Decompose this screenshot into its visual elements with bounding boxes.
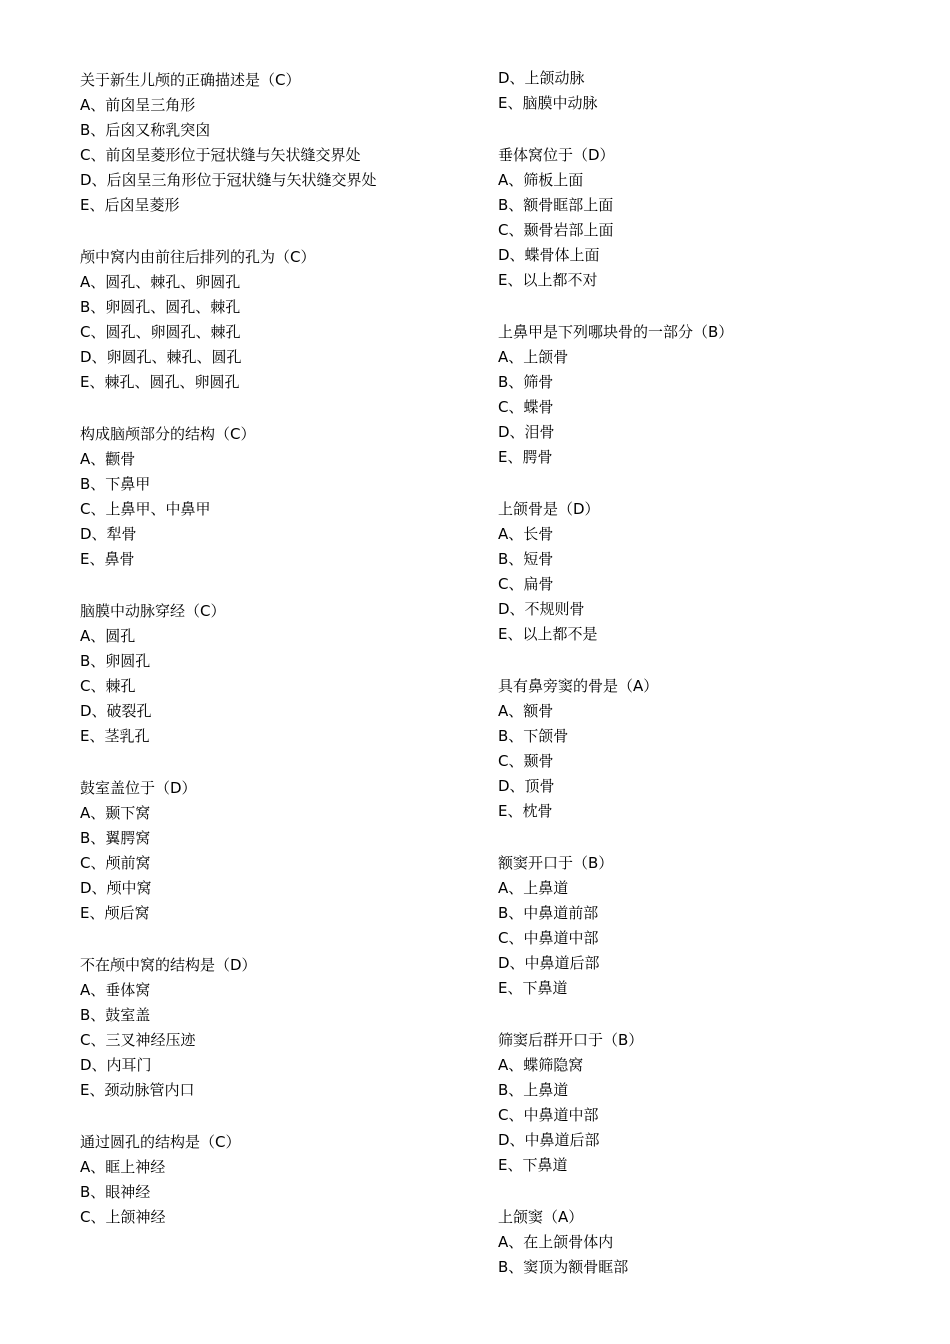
question-spacer: [80, 1103, 480, 1130]
answer-option: C、上颌神经: [80, 1208, 166, 1226]
question-block: [498, 851, 898, 1001]
question-block: [80, 599, 480, 749]
left-column: [80, 68, 480, 1230]
question-stem: 不在颅中窝的结构是（D）: [80, 956, 257, 974]
question-spacer: [498, 1178, 898, 1205]
answer-option: A、长骨: [498, 525, 554, 543]
answer-option: C、三叉神经压迹: [80, 1031, 196, 1049]
question-spacer: [80, 749, 480, 776]
answer-option: C、扁骨: [498, 575, 554, 593]
answer-option: D、蝶骨体上面: [498, 246, 600, 264]
question-stem: 构成脑颅部分的结构（C）: [80, 425, 256, 443]
question-stem: 具有鼻旁窦的骨是（A）: [498, 677, 659, 695]
answer-option: C、蝶骨: [498, 398, 554, 416]
question-spacer: [498, 293, 898, 320]
answer-option: C、棘孔: [80, 677, 136, 695]
question-spacer: [498, 824, 898, 851]
question-block: [498, 674, 898, 824]
answer-option: A、上颌骨: [498, 348, 569, 366]
answer-option: C、颅前窝: [80, 854, 151, 872]
answer-option: B、窦顶为额骨眶部: [498, 1258, 629, 1276]
answer-option: A、圆孔: [80, 627, 136, 645]
question-stem: 上颌骨是（D）: [498, 500, 600, 518]
question-block: [80, 68, 480, 218]
answer-option: E、以上都不对: [498, 271, 598, 289]
answer-option: E、下鼻道: [498, 1156, 568, 1174]
question-block: [498, 1205, 898, 1280]
question-spacer: [80, 572, 480, 599]
answer-option: A、圆孔、棘孔、卵圆孔: [80, 273, 241, 291]
answer-option: E、以上都不是: [498, 625, 598, 643]
question-stem: 鼓室盖位于（D）: [80, 779, 197, 797]
answer-option: B、翼腭窝: [80, 829, 151, 847]
right-column: [498, 66, 898, 1280]
answer-option: A、上鼻道: [498, 879, 569, 897]
answer-option: A、眶上神经: [80, 1158, 166, 1176]
answer-option: A、颧骨: [80, 450, 136, 468]
answer-option: A、额骨: [498, 702, 554, 720]
question-stem: 筛窦后群开口于（B）: [498, 1031, 644, 1049]
question-spacer: [498, 647, 898, 674]
question-spacer: [80, 395, 480, 422]
answer-option: B、卵圆孔、圆孔、棘孔: [80, 298, 241, 316]
answer-option: C、圆孔、卵圆孔、棘孔: [80, 323, 241, 341]
answer-option: E、脑膜中动脉: [498, 94, 598, 112]
question-spacer: [498, 1001, 898, 1028]
answer-option: B、卵圆孔: [80, 652, 151, 670]
answer-option: B、中鼻道前部: [498, 904, 599, 922]
answer-option: E、茎乳孔: [80, 727, 150, 745]
answer-option: C、前囟呈菱形位于冠状缝与矢状缝交界处: [80, 146, 361, 164]
answer-option: E、后囟呈菱形: [80, 196, 180, 214]
answer-option: D、卵圆孔、棘孔、圆孔: [80, 348, 242, 366]
answer-option: E、棘孔、圆孔、卵圆孔: [80, 373, 240, 391]
answer-option: D、顶骨: [498, 777, 555, 795]
answer-option: D、中鼻道后部: [498, 1131, 600, 1149]
answer-option: B、后囟又称乳突囟: [80, 121, 211, 139]
answer-option: C、上鼻甲、中鼻甲: [80, 500, 211, 518]
question-block: [80, 776, 480, 926]
question-stem: 上颌窦（A）: [498, 1208, 584, 1226]
question-block: [80, 245, 480, 395]
continued-options: [498, 66, 898, 116]
answer-option: D、上颌动脉: [498, 69, 585, 87]
answer-option: B、上鼻道: [498, 1081, 569, 1099]
answer-option: C、中鼻道中部: [498, 1106, 599, 1124]
question-stem: 上鼻甲是下列哪块骨的一部分（B）: [498, 323, 734, 341]
answer-option: D、不规则骨: [498, 600, 585, 618]
answer-option: D、内耳门: [80, 1056, 152, 1074]
question-spacer: [498, 116, 898, 143]
answer-option: A、筛板上面: [498, 171, 584, 189]
answer-option: D、中鼻道后部: [498, 954, 600, 972]
question-spacer: [498, 470, 898, 497]
answer-option: A、在上颌骨体内: [498, 1233, 614, 1251]
answer-option: B、短骨: [498, 550, 554, 568]
question-stem: 颅中窝内由前往后排列的孔为（C）: [80, 248, 316, 266]
answer-option: D、破裂孔: [80, 702, 152, 720]
question-block: [80, 1130, 480, 1230]
question-block: [498, 143, 898, 293]
answer-option: A、垂体窝: [80, 981, 151, 999]
question-stem: 额窦开口于（B）: [498, 854, 614, 872]
question-stem: 垂体窝位于（D）: [498, 146, 615, 164]
answer-option: A、颞下窝: [80, 804, 151, 822]
question-stem: 脑膜中动脉穿经（C）: [80, 602, 226, 620]
question-block: [80, 953, 480, 1103]
answer-option: D、颅中窝: [80, 879, 152, 897]
answer-option: E、枕骨: [498, 802, 553, 820]
answer-option: E、颅后窝: [80, 904, 150, 922]
answer-option: C、颞骨岩部上面: [498, 221, 614, 239]
answer-option: E、下鼻道: [498, 979, 568, 997]
answer-option: B、眼神经: [80, 1183, 151, 1201]
answer-option: B、下颌骨: [498, 727, 569, 745]
answer-option: E、腭骨: [498, 448, 553, 466]
question-stem: 通过圆孔的结构是（C）: [80, 1133, 241, 1151]
answer-option: D、泪骨: [498, 423, 555, 441]
answer-option: C、颞骨: [498, 752, 554, 770]
answer-option: C、中鼻道中部: [498, 929, 599, 947]
answer-option: E、颈动脉管内口: [80, 1081, 195, 1099]
answer-option: B、鼓室盖: [80, 1006, 151, 1024]
question-stem: 关于新生儿颅的正确描述是（C）: [80, 71, 301, 89]
answer-option: D、犁骨: [80, 525, 137, 543]
question-block: [498, 497, 898, 647]
answer-option: B、额骨眶部上面: [498, 196, 614, 214]
question-block: [498, 320, 898, 470]
answer-option: A、蝶筛隐窝: [498, 1056, 584, 1074]
question-spacer: [80, 926, 480, 953]
question-block: [80, 422, 480, 572]
answer-option: B、筛骨: [498, 373, 554, 391]
question-block: [498, 1028, 898, 1178]
answer-option: A、前囟呈三角形: [80, 96, 196, 114]
answer-option: B、下鼻甲: [80, 475, 151, 493]
question-spacer: [80, 218, 480, 245]
answer-option: D、后囟呈三角形位于冠状缝与矢状缝交界处: [80, 171, 377, 189]
answer-option: E、鼻骨: [80, 550, 135, 568]
